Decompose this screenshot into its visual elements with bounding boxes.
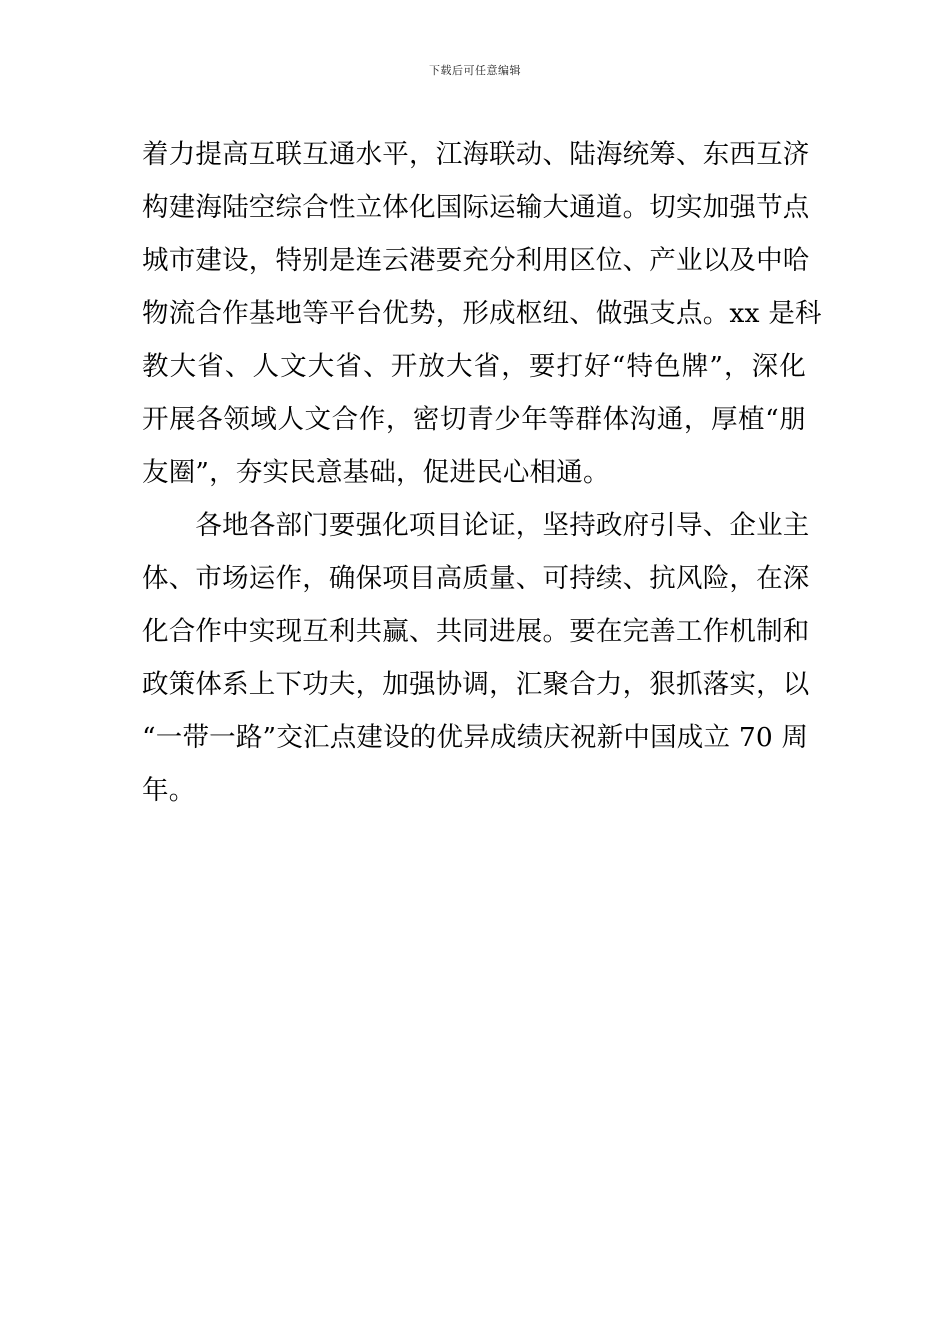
text-line: 物流合作基地等平台优势，形成枢纽、做强支点。xx 是科 bbox=[142, 298, 822, 329]
text-line: 开展各领域人文合作，密切青少年等群体沟通，厚植“朋 bbox=[142, 404, 806, 435]
text-line: 构建海陆空综合性立体化国际运输大通道。切实加强节点 bbox=[142, 192, 810, 223]
text-line: 各地各部门要强化项目论证，坚持政府引导、企业主 bbox=[142, 510, 810, 541]
text-line: 教大省、人文大省、开放大省，要打好“特色牌”，深化 bbox=[142, 351, 806, 382]
document-body bbox=[142, 128, 822, 817]
paragraph-1 bbox=[142, 128, 822, 499]
page-header: 下载后可任意编辑 bbox=[429, 64, 521, 77]
text-line: 政策体系上下功夫，加强协调，汇聚合力，狠抓落实，以 bbox=[142, 669, 810, 700]
paragraph-2 bbox=[142, 499, 810, 817]
text-line: “一带一路”交汇点建设的优异成绩庆祝新中国成立 70 周 bbox=[142, 722, 809, 753]
text-line: 体、市场运作，确保项目高质量、可持续、抗风险，在深 bbox=[142, 563, 810, 594]
text-line: 年。 bbox=[142, 775, 196, 806]
text-line: 着力提高互联互通水平，江海联动、陆海统筹、东西互济 bbox=[142, 139, 810, 170]
text-line: 化合作中实现互利共赢、共同进展。要在完善工作机制和 bbox=[142, 616, 810, 647]
text-line: 城市建设，特别是连云港要充分利用区位、产业以及中哈 bbox=[142, 245, 810, 276]
text-line: 友圈”，夯实民意基础，促进民心相通。 bbox=[142, 457, 610, 488]
